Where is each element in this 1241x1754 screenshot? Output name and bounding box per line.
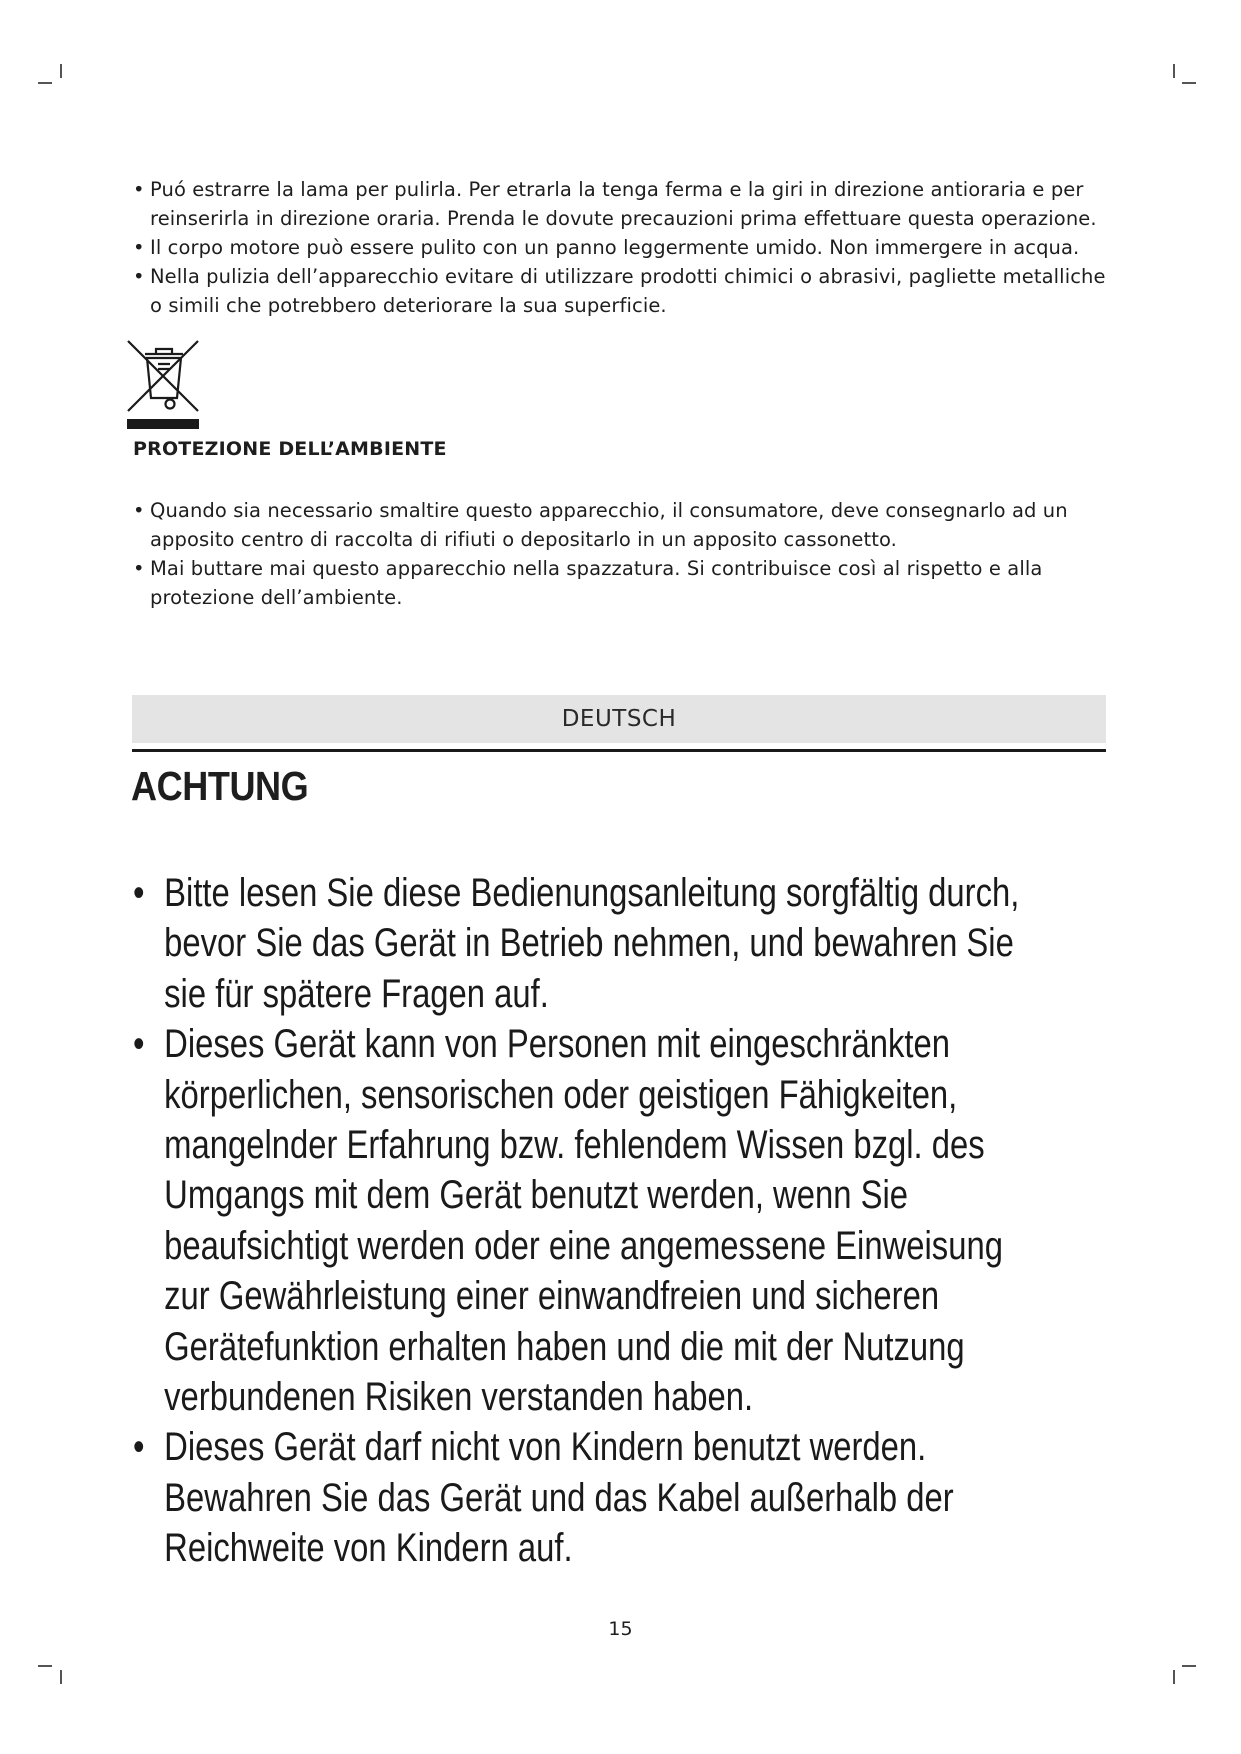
list-item: • Dieses Gerät kann von Personen mit eingeschränkten körperlichen, sensorischen oder geistigen Fähigkeiten, mangelnder Erfahrung bzw. fehlendem Wissen bzgl. des Umgangs mit dem Gerät benutzt werden, wenn Sie beaufsichtigt werden oder eine angemessene Einweisung zur Gewährleistung einer einwandfreien und sicheren Gerätefunktion erhalten haben und die mit der Nutzung verbundenen Risiken verstanden haben.: [133, 1019, 1051, 1422]
divider: [132, 749, 1106, 752]
list-item: • Mai buttare mai questo apparecchio nella spazzatura. Si contribuisce così al rispetto e alla protezione dell’ambiente.: [133, 554, 1113, 612]
italian-care-list: [133, 175, 1113, 320]
page-number: 15: [608, 1618, 633, 1640]
crossed-out-wheelie-bin-icon: [125, 338, 201, 430]
warning-list: [133, 868, 1051, 1574]
crop-mark: [1173, 1670, 1175, 1684]
page-title: ACHTUNG: [131, 763, 309, 809]
crop-mark: [60, 64, 62, 78]
language-section-bar: [132, 695, 1106, 743]
list-item: • Quando sia necessario smaltire questo apparecchio, il consumatore, deve consegnarlo ad un apposito centro di raccolta di rifiuti o depositarlo in un apposito cassonetto.: [133, 496, 1113, 554]
section-heading-environment: PROTEZIONE DELL’AMBIENTE: [133, 438, 447, 460]
crop-mark: [1182, 82, 1196, 84]
list-item: • Bitte lesen Sie diese Bedienungsanleitung sorgfältig durch, bevor Sie das Gerät in Betrieb nehmen, und bewahren Sie sie für spätere Fragen auf.: [133, 868, 1051, 1019]
language-label: DEUTSCH: [561, 706, 677, 732]
crop-mark: [60, 1670, 62, 1684]
list-item: • Nella pulizia dell’apparecchio evitare di utilizzare prodotti chimici o abrasivi, pagliette metalliche o simili che potrebbero deteriorare la sua superficie.: [133, 262, 1113, 320]
environment-list: [133, 496, 1113, 612]
crop-mark: [38, 1665, 52, 1667]
crop-mark: [1182, 1665, 1196, 1667]
crop-mark: [1173, 64, 1175, 78]
crop-mark: [38, 82, 52, 84]
list-item: • Puó estrarre la lama per pulirla. Per etrarla la tenga ferma e la giri in direzione antioraria e per reinserirla in direzione oraria. Prenda le dovute precauzioni prima effettuare questa operazione.: [133, 175, 1113, 233]
list-item: • Dieses Gerät darf nicht von Kindern benutzt werden. Bewahren Sie das Gerät und das Kabel außerhalb der Reichweite von Kindern auf.: [133, 1422, 1051, 1573]
list-item: • Il corpo motore può essere pulito con un panno leggermente umido. Non immergere in acqua.: [133, 233, 1113, 262]
